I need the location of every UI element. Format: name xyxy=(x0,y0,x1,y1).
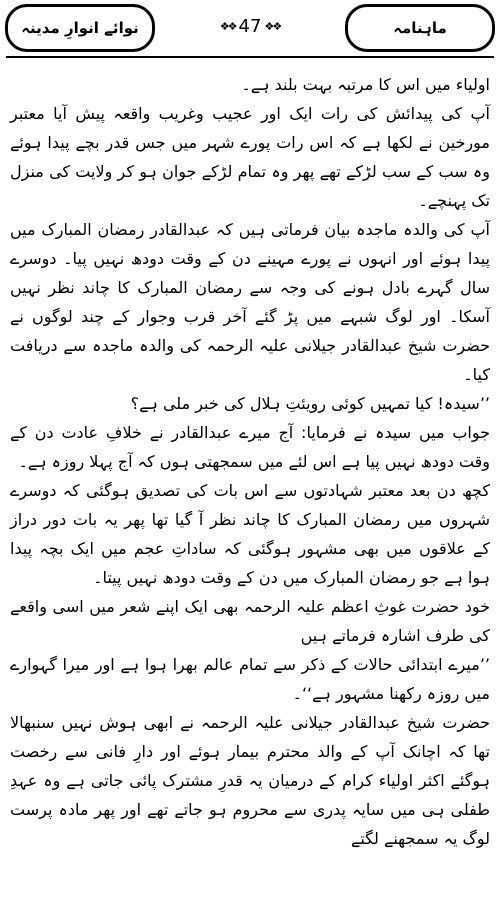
paragraph: آپ کی والدہ ماجدہ بیان فرماتی ہیں کہ عبدالقادر رمضان المبارک میں پیدا ہوئے اور انہوں نے پورے مہینے دن کے وقت دودھ نہیں پیا۔ دوسرے سال گہرے بادل ہونے کی وجہ سے رمضان المبارک کا چاند نظر نہیں آسکا۔ اور لوگ شبہے میں پڑ گئے آخر قرب وجوار کے چند لوگوں نے حضرت شیخ عبدالقادر جیلانی علیہ الرحمہ کی والدہ ماجدہ سے دریافت کیا۔ xyxy=(10,220,490,384)
page-number: 47 xyxy=(238,16,262,37)
page-number-ornament xyxy=(220,16,280,37)
publication-title-box xyxy=(5,4,155,52)
ornament-left-icon: ❖❖ xyxy=(219,20,236,33)
paragraph: جواب میں سیدہ نے فرمایا: آج میرے عبدالقادر نے خلافِ عادت دن کے وقت دودھ نہیں پیا ہے اس لئے میں سمجھتی ہوں کہ آج پہلا روزہ ہے۔ xyxy=(10,423,490,471)
page-header xyxy=(5,4,495,60)
quote-paragraph: ’’میرے ابتدائی حالات کے ذکر سے تمام عالم بھرا ہوا ہے اور میرا گہوارے میں روزہ رکھنا مشہور ہے‘‘۔ xyxy=(10,655,490,703)
paragraph: آپ کی پیدائش کی رات ایک اور عجیب وغریب واقعہ پیش آیا معتبر مورخین نے لکھا ہے کہ اس رات پورے شہر میں جس قدر بچے پیدا ہوئے وہ سب کے سب لڑکے تھے پھر وہ تمام لڑکے جوان ہو کر ولایت کی منزل تک پہنچے۔ xyxy=(10,104,490,210)
article-body xyxy=(10,70,490,853)
ornament-right-icon: ❖❖ xyxy=(264,20,281,33)
paragraph: حضرت شیخ عبدالقادر جیلانی علیہ الرحمہ نے ابھی ہوش نہیں سنبھالا تھا کہ اچانک آپ کے والد محترم بیمار ہوئے اور دارِ فانی سے رخصت ہوگئے اکثر اولیاء کرام کے درمیان یہ قدرِ مشترک پائی جاتی ہے وہ عہدِ طفلی ہی میں سایہ پدری سے محروم ہو جاتے تھے اور پھر مادہ پرست لوگ یہ سمجھنے لگتے xyxy=(10,713,490,848)
paragraph: خود حضرت غوثِ اعظم علیہ الرحمہ بھی ایک اپنے شعر میں اسی واقعے کی طرف اشارہ فرماتے ہیں xyxy=(10,597,490,645)
publication-title: نوائے انوارِ مدینہ xyxy=(21,19,139,37)
magazine-label: ماہنامہ xyxy=(393,19,447,37)
paragraph: اولیاء میں اس کا مرتبہ بہت بلند ہے۔ xyxy=(241,75,490,94)
magazine-label-box xyxy=(345,4,495,52)
quote-paragraph: ’’سیدہ! کیا تمہیں کوئی رویئتِ ہلال کی خبر ملی ہے؟ xyxy=(130,394,490,413)
header-rule xyxy=(6,56,494,58)
paragraph: کچھ دن بعد معتبر شہادتوں سے اس بات کی تصدیق ہوگئی کہ دوسرے شہروں میں رمضان المبارک کا چاند نظر آ گیا تھا پھر یہ بات دور دراز کے علاقوں میں بھی مشہور ہوگئی کہ ساداتِ عجم میں ایک بچہ پیدا ہوا ہے جو رمضان المبارک میں دن کے وقت دودھ نہیں پیتا۔ xyxy=(10,481,490,587)
